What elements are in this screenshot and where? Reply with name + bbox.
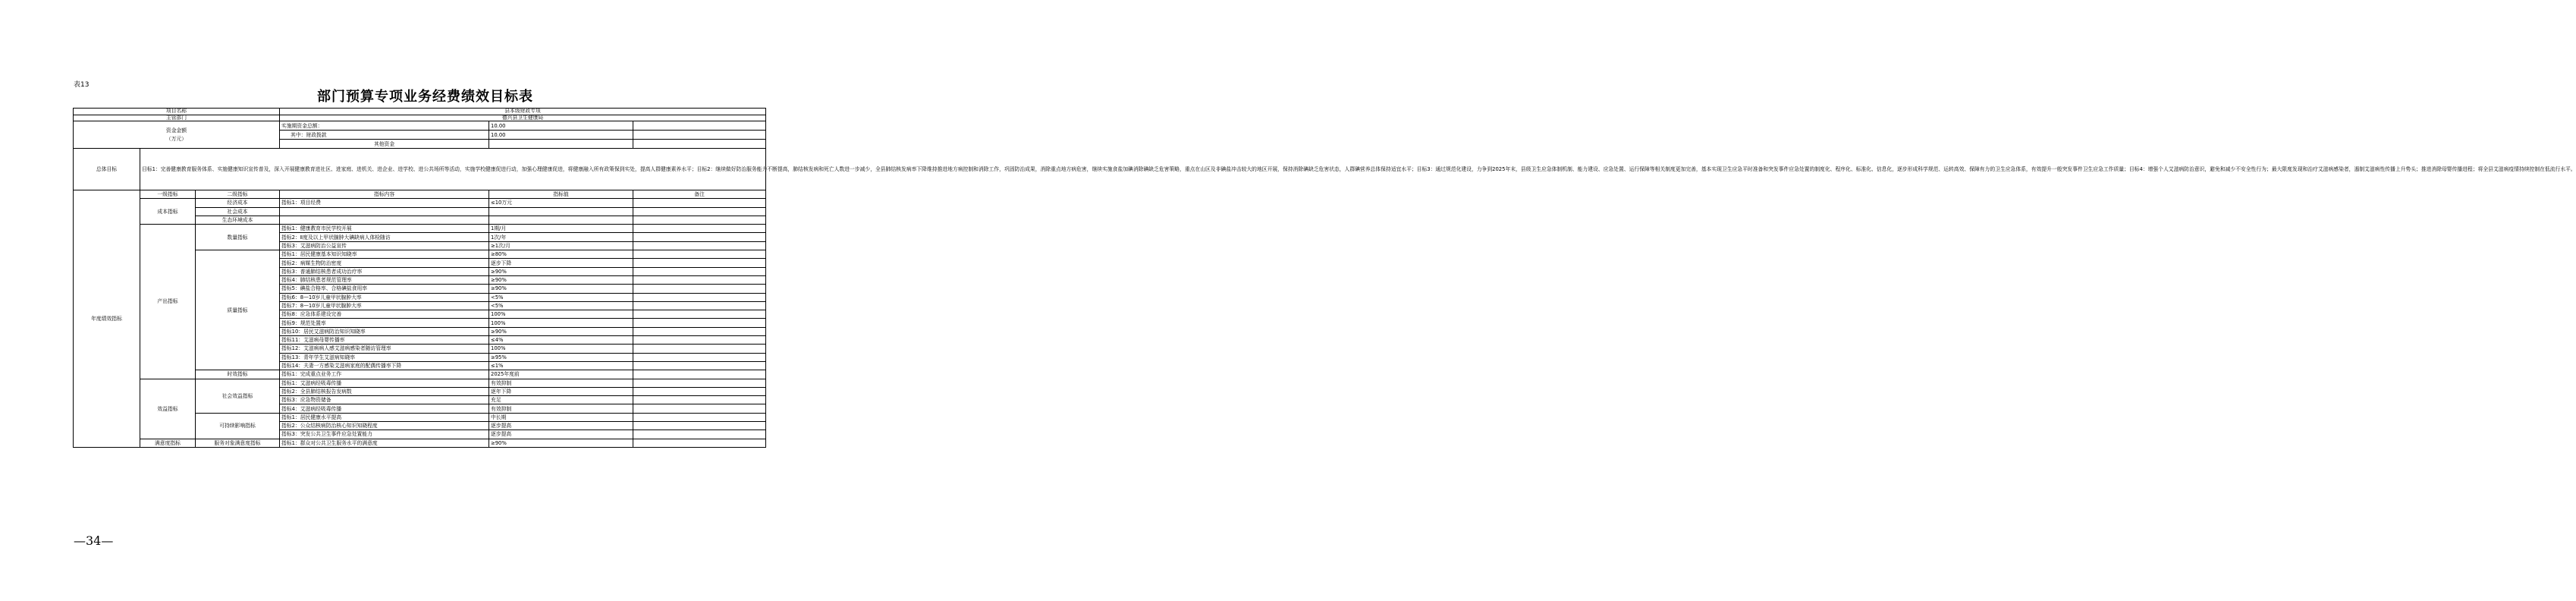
level2-indicator: 服务对象满意度指标 xyxy=(196,439,280,447)
level2-indicator: 生态环境成本 xyxy=(196,216,280,224)
indicator-content xyxy=(280,207,489,216)
indicator-content: 指标6：8—10岁儿童甲状腺肿大率 xyxy=(280,293,489,301)
page-number: —34— xyxy=(74,533,114,548)
indicator-value: 1次/年 xyxy=(489,233,633,241)
level2-indicator: 经济成本 xyxy=(196,199,280,207)
objective-text: 目标1：完善健康教育服务体系、实施健康知识宣传普及，深入开展健康教育进社区、进家庭、进机关、进企业、进学校、进公共场所等活动，实施学校健康促进行动，加强心理健康促进，将健康融入所有政策保到实处，提高人群健康素养水平；目标2：继续做好防治服务能力不断提高，肺结核发病和死亡人数进一步减少，全县肺结核发病率下降维持推进地方病控制和消除工作，巩固防治成果，消除重点地方病危害，继续实施食盐加碘消除碘缺乏危害策略，重点在山区及非碘盐冲击较大的地区开展，保持消除碘缺乏危害状态，人群碘营养总体保持适宜水平；目标3：通过规范化建设，力争到2025年末，县级卫生应急体制机制、能力建设、应急处置、运行保障等相关制度更加完善，基本实现卫生应急平时准备和突发事件应急处置的制度化、程序化、标准化、信息化，逐步形成科学规范、运转高效、保障有力的卫生应急体系，有效提升一般突发事件卫生应急工作质量；目标4：增强个人艾滋病防治意识，避免和减少不安全性行为；最大限度发现和治疗艾滋病感染者，遏制艾滋病性传播上升势头；推进消除母婴传播进程；将全县艾滋病疫情持续控制在低流行水平。 xyxy=(140,149,766,190)
indicator-remark xyxy=(633,319,766,327)
project-name-label: 项目名称 xyxy=(74,109,280,115)
total-funds-label: 实施期资金总额： xyxy=(280,121,489,131)
indicator-value: 2025年度前 xyxy=(489,370,633,379)
project-name-value: 县本级财政专项 xyxy=(280,109,766,115)
indicator-content: 指标3：普通肺结核患者成功治疗率 xyxy=(280,267,489,275)
indicator-remark xyxy=(633,207,766,216)
indicator-value: ≥90% xyxy=(489,285,633,293)
indicator-value: 中长期 xyxy=(489,413,633,421)
level1-header: 一级指标 xyxy=(140,190,196,199)
indicator-remark xyxy=(633,439,766,447)
indicator-content: 指标3：突发公共卫生事件应急处置能力 xyxy=(280,430,489,439)
indicator-value: 逐年下降 xyxy=(489,387,633,395)
indicator-content: 指标1：完成重点业务工作 xyxy=(280,370,489,379)
funds-unit: （万元） xyxy=(165,135,187,142)
indicator-remark xyxy=(633,233,766,241)
indicator-content xyxy=(280,216,489,224)
indicator-content: 指标8：应急体系建设完善 xyxy=(280,310,489,319)
level1-indicator: 满意度指标 xyxy=(140,439,196,447)
remark-header: 备注 xyxy=(633,190,766,199)
indicator-value: 充足 xyxy=(489,396,633,404)
other-funds-label: 其他资金 xyxy=(280,140,489,149)
indicator-content: 指标13：青年学生艾滋病知晓率 xyxy=(280,353,489,361)
indicator-content: 指标2：公众结核病防治核心知识知晓程度 xyxy=(280,422,489,430)
level2-indicator: 社会成本 xyxy=(196,207,280,216)
indicator-remark xyxy=(633,353,766,361)
indicator-remark xyxy=(633,396,766,404)
indicator-row xyxy=(74,439,766,447)
indicator-remark xyxy=(633,413,766,421)
indicator-value: <5% xyxy=(489,293,633,301)
indicator-value: 100% xyxy=(489,319,633,327)
indicator-value: 有效抑制 xyxy=(489,379,633,387)
content-header: 指标内容 xyxy=(280,190,489,199)
indicator-remark xyxy=(633,370,766,379)
document-title: 部门预算专项业务经费绩效目标表 xyxy=(317,89,533,105)
indicator-content: 指标1：艾滋病经吸毒传播 xyxy=(280,379,489,387)
indicator-remark xyxy=(633,422,766,430)
indicator-remark xyxy=(633,336,766,345)
value-header: 指标值 xyxy=(489,190,633,199)
level2-indicator: 质量指标 xyxy=(196,250,280,370)
other-funds-value xyxy=(489,140,633,149)
level1-indicator: 成本指标 xyxy=(140,199,196,225)
indicator-remark xyxy=(633,379,766,387)
indicator-value: ≤4% xyxy=(489,336,633,345)
indicator-value: <5% xyxy=(489,301,633,310)
indicator-value: ≥1次/月 xyxy=(489,241,633,250)
indicator-row xyxy=(74,379,766,387)
indicator-remark xyxy=(633,275,766,284)
indicator-value: 逐步提高 xyxy=(489,430,633,439)
indicator-remark xyxy=(633,430,766,439)
indicator-content: 指标9：规范处置率 xyxy=(280,319,489,327)
indicator-content: 指标3：艾滋病防治公益宣传 xyxy=(280,241,489,250)
indicator-value: ≥95% xyxy=(489,353,633,361)
level2-indicator: 时效指标 xyxy=(196,370,280,379)
indicator-content: 指标4：肺结核患者规范管理率 xyxy=(280,275,489,284)
indicator-row xyxy=(74,199,766,207)
department-value: 德兴县卫生健康局 xyxy=(280,115,766,121)
indicator-value: ≥90% xyxy=(489,327,633,335)
indicator-content: 指标11：艾滋病母婴传播率 xyxy=(280,336,489,345)
indicator-value xyxy=(489,216,633,224)
empty-cell xyxy=(633,131,766,140)
indicator-remark xyxy=(633,404,766,413)
indicator-value: ≥90% xyxy=(489,275,633,284)
indicator-content: 指标1：项目经费 xyxy=(280,199,489,207)
funds-label: 资金金额 xyxy=(165,127,187,134)
indicator-remark xyxy=(633,225,766,233)
indicator-remark xyxy=(633,250,766,259)
indicator-content: 指标3：应急物资储备 xyxy=(280,396,489,404)
indicator-content: 指标1：健康教育市民学校开展 xyxy=(280,225,489,233)
indicator-remark xyxy=(633,345,766,353)
indicator-row xyxy=(74,225,766,233)
indicator-remark xyxy=(633,310,766,319)
level2-indicator: 可持续影响指标 xyxy=(196,413,280,439)
indicator-value: 逐步提高 xyxy=(489,422,633,430)
indicator-content: 指标2：Ⅱ度及以上甲状腺肿大碘缺病人体检随访 xyxy=(280,233,489,241)
indicator-content: 指标1：群众对公共卫生服务水平的满意度 xyxy=(280,439,489,447)
fiscal-funds-label: 其中：财政拨款 xyxy=(280,131,489,140)
indicator-remark xyxy=(633,301,766,310)
department-label: 主管部门 xyxy=(74,115,280,121)
indicator-content: 指标2：全县肺结核报告发病数 xyxy=(280,387,489,395)
indicator-content: 指标2：病媒生物防治密度 xyxy=(280,259,489,267)
level2-header: 二级指标 xyxy=(196,190,280,199)
total-funds-value: 10.00 xyxy=(489,121,633,131)
annual-indicators-label: 年度绩效指标 xyxy=(74,190,140,448)
indicator-value: 100% xyxy=(489,310,633,319)
empty-cell xyxy=(633,121,766,131)
indicator-remark xyxy=(633,361,766,370)
indicator-value: 逐步下降 xyxy=(489,259,633,267)
indicator-content: 指标1：居民健康水平提高 xyxy=(280,413,489,421)
indicator-remark xyxy=(633,216,766,224)
indicator-value: ≥80% xyxy=(489,250,633,259)
level1-indicator: 效益指标 xyxy=(140,379,196,439)
indicator-content: 指标1：居民健康基本知识知晓率 xyxy=(280,250,489,259)
funds-label-cell xyxy=(74,121,280,149)
indicator-content: 指标12：艾滋病病人感艾滋病感染者随访管理率 xyxy=(280,345,489,353)
objective-label: 总体目标 xyxy=(74,149,140,190)
level1-indicator: 产出指标 xyxy=(140,225,196,379)
indicator-remark xyxy=(633,327,766,335)
indicator-content: 指标14：夫妻一方感染艾滋病家庭的配偶传播率下降 xyxy=(280,361,489,370)
level2-indicator: 数量指标 xyxy=(196,225,280,250)
performance-table xyxy=(73,108,2576,448)
indicator-value: ≥90% xyxy=(489,267,633,275)
indicator-value: 有效抑制 xyxy=(489,404,633,413)
indicator-content: 指标10：居民艾滋病防治知识知晓率 xyxy=(280,327,489,335)
indicator-remark xyxy=(633,259,766,267)
indicator-remark xyxy=(633,267,766,275)
fiscal-funds-value: 10.00 xyxy=(489,131,633,140)
indicator-content: 指标4：艾滋病经吸毒传播 xyxy=(280,404,489,413)
indicator-remark xyxy=(633,293,766,301)
indicator-remark xyxy=(633,241,766,250)
indicator-remark xyxy=(633,285,766,293)
indicator-remark xyxy=(633,199,766,207)
indicator-value: ≤1% xyxy=(489,361,633,370)
indicator-content: 指标5：碘盐合格率、合格碘盐食用率 xyxy=(280,285,489,293)
level2-indicator: 社会效益指标 xyxy=(196,379,280,413)
indicator-content: 指标7：8—10岁儿童甲状腺肿大率 xyxy=(280,301,489,310)
indicator-value xyxy=(489,207,633,216)
indicator-value: 1期/月 xyxy=(489,225,633,233)
empty-cell xyxy=(633,140,766,149)
indicator-remark xyxy=(633,387,766,395)
indicator-value: ≤10万元 xyxy=(489,199,633,207)
table-number: 表13 xyxy=(74,81,90,89)
indicator-value: 100% xyxy=(489,345,633,353)
indicator-value: ≥90% xyxy=(489,439,633,447)
